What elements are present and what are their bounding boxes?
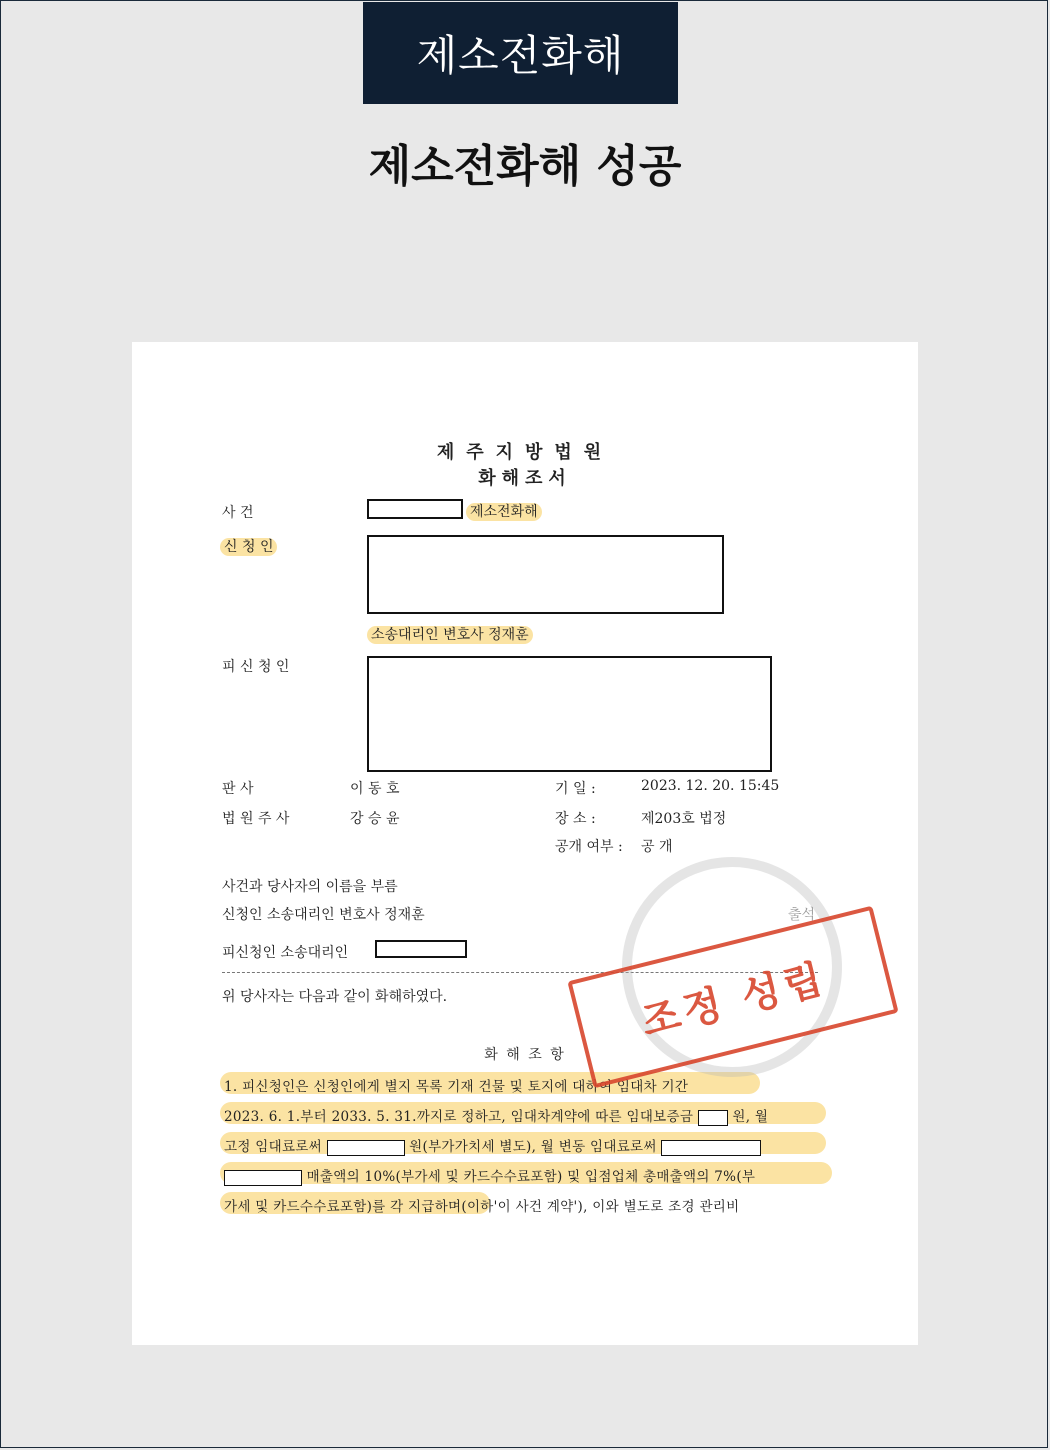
respondent-label: 피 신 청 인: [222, 659, 290, 675]
clause-line-1: 1. 피신청인은 신청인에게 별지 목록 기재 건물 및 토지에 대하여 임대차 기간: [224, 1079, 689, 1095]
judge-name: 이 동 호: [350, 781, 400, 797]
case-name: 제소전화해: [466, 503, 542, 521]
redacted-deposit: [698, 1110, 728, 1126]
public-value: 공 개: [641, 839, 673, 855]
case-label: 사 건: [222, 505, 254, 521]
category-tag: 제소전화해: [363, 2, 678, 104]
clerk-name: 강 승 윤: [350, 811, 400, 827]
redacted-case-number: [367, 499, 463, 519]
attendance-mark: 출석: [788, 907, 816, 923]
clause-line-3: 고정 임대료로써 원(부가가치세 별도), 월 변동 임대료로써: [224, 1135, 761, 1156]
applicant-attendance: 신청인 소송대리인 변호사 정재훈: [222, 907, 425, 923]
judge-label: 판 사: [222, 781, 254, 797]
redacted-variable-rent: [661, 1140, 761, 1156]
redacted-fixed-rent: [327, 1140, 405, 1156]
page-headline: 제소전화해 성공: [368, 141, 682, 192]
clause-line-2: 2023. 6. 1.부터 2033. 5. 31.까지로 정하고, 임대차계약에 따른 임대보증금 원, 월: [224, 1109, 769, 1125]
call-line: 사건과 당사자의 이름을 부름: [222, 879, 398, 895]
public-label: 공개 여부 :: [555, 839, 623, 855]
redacted-respondent-agent: [375, 940, 467, 958]
place-value: 제203호 법정: [641, 811, 727, 827]
settled-line: 위 당사자는 다음과 같이 화해하였다.: [222, 989, 448, 1005]
date-label: 기 일 :: [555, 781, 596, 797]
clause-title: 화 해 조 항: [484, 1047, 566, 1063]
applicant-agent: 소송대리인 변호사 정재훈: [367, 626, 533, 644]
court-name: 제주지방법원: [436, 442, 614, 463]
redacted-applicant: [367, 535, 724, 614]
clause-line-5: 가세 및 카드수수료포함)를 각 지급하며(이하'이 사건 계약'), 이와 별도로 조경 관리비: [224, 1199, 740, 1215]
applicant-label: 신 청 인: [220, 538, 277, 556]
clerk-label: 법 원 주 사: [222, 811, 290, 827]
clause-line-4: 매출액의 10%(부가세 및 카드수수료포함) 및 입점업체 총매출액의 7%(부: [224, 1165, 755, 1186]
redacted-respondent: [367, 656, 772, 772]
respondent-attendance: 피신청인 소송대리인: [222, 945, 349, 961]
redacted-sales-basis: [224, 1170, 302, 1186]
document-title: 화해조서: [478, 468, 572, 489]
date-value: 2023. 12. 20. 15:45: [641, 778, 780, 794]
settlement-document: [132, 342, 918, 1345]
settlement-stamp: 조정 성립: [567, 906, 898, 1089]
place-label: 장 소 :: [555, 811, 596, 827]
